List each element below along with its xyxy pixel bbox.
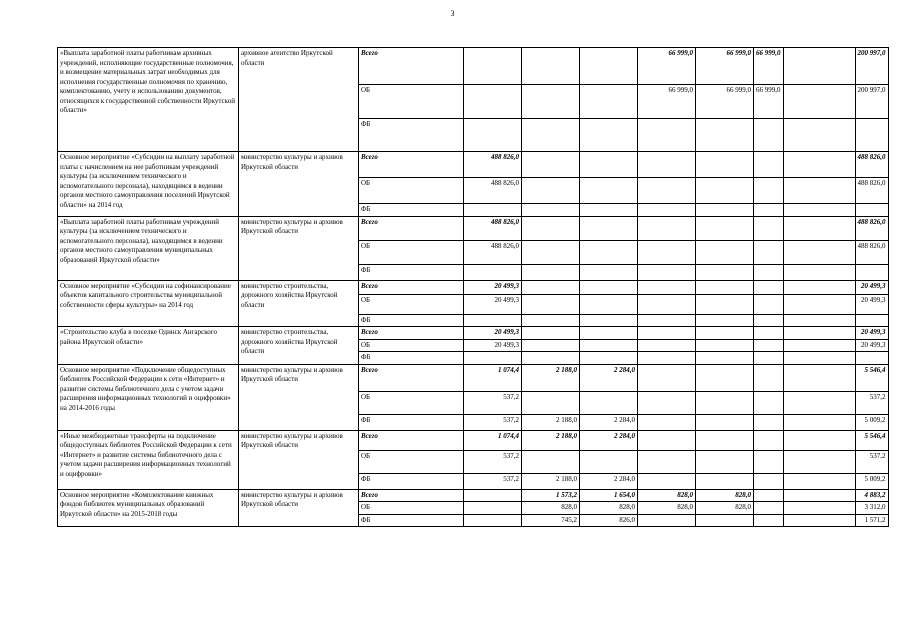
- amount-cell: [522, 280, 580, 294]
- executor-cell: министерство строительства, дорожного хозяйства Иркутской области: [239, 327, 359, 365]
- amount-cell: [580, 314, 638, 327]
- amount-cell: [696, 294, 754, 314]
- amount-cell: 745,2: [522, 514, 580, 527]
- amount-cell: [580, 280, 638, 294]
- amount-cell: [638, 352, 696, 365]
- table-row: [58, 280, 889, 294]
- amount-cell: [754, 430, 784, 450]
- amount-cell: [696, 240, 754, 264]
- amount-cell: [638, 514, 696, 527]
- amount-cell: [754, 240, 784, 264]
- spacer-cell: [783, 514, 855, 527]
- amount-cell: [696, 280, 754, 294]
- amount-cell: [696, 364, 754, 391]
- budget-source-label: Всего: [359, 489, 464, 502]
- amount-cell: [754, 264, 784, 280]
- amount-cell: [522, 339, 580, 352]
- spacer-cell: [783, 204, 855, 217]
- budget-source-label: ОБ: [359, 339, 464, 352]
- amount-cell: [638, 152, 696, 178]
- budget-source-label: ФБ: [359, 414, 464, 430]
- amount-cell: 66 999,0: [754, 48, 784, 85]
- budget-source-label: ОБ: [359, 391, 464, 414]
- amount-cell: 20 499,3: [464, 327, 522, 340]
- amount-cell: 537,2: [464, 414, 522, 430]
- executor-cell: министерство культуры и архивов Иркутской области: [239, 152, 359, 217]
- amount-cell: [580, 178, 638, 204]
- amount-cell: 66 999,0: [696, 85, 754, 119]
- amount-cell: [638, 216, 696, 240]
- amount-cell: [638, 240, 696, 264]
- amount-cell: 828,0: [522, 502, 580, 515]
- budget-source-label: Всего: [359, 364, 464, 391]
- amount-cell: 488 826,0: [464, 240, 522, 264]
- amount-cell: 828,0: [696, 502, 754, 515]
- budget-source-label: Всего: [359, 280, 464, 294]
- total-cell: 200 997,0: [855, 48, 888, 85]
- amount-cell: [464, 119, 522, 152]
- amount-cell: [580, 264, 638, 280]
- total-cell: 1 571,2: [855, 514, 888, 527]
- budget-source-label: ОБ: [359, 450, 464, 473]
- amount-cell: 488 826,0: [464, 216, 522, 240]
- amount-cell: [696, 473, 754, 489]
- total-cell: [855, 204, 888, 217]
- budget-source-label: Всего: [359, 327, 464, 340]
- table-row: [58, 430, 889, 450]
- spacer-cell: [783, 119, 855, 152]
- total-cell: 488 826,0: [855, 240, 888, 264]
- amount-cell: [522, 240, 580, 264]
- spacer-cell: [783, 294, 855, 314]
- total-cell: 20 499,3: [855, 339, 888, 352]
- amount-cell: [580, 294, 638, 314]
- activity-name: «Иные межбюджетные трансферты на подключение общедоступных библиотек Российской Федерации к сети «Интернет» и развитие системы библиотечного дела с учетом задачи расширения информационных технологий и оцифровки»: [58, 430, 239, 489]
- amount-cell: [754, 216, 784, 240]
- spacer-cell: [783, 240, 855, 264]
- amount-cell: [580, 450, 638, 473]
- amount-cell: [754, 489, 784, 502]
- amount-cell: [464, 489, 522, 502]
- total-cell: 4 883,2: [855, 489, 888, 502]
- amount-cell: [638, 327, 696, 340]
- total-cell: 537,2: [855, 391, 888, 414]
- amount-cell: [464, 514, 522, 527]
- amount-cell: 1 074,4: [464, 364, 522, 391]
- amount-cell: 537,2: [464, 473, 522, 489]
- table-row: [58, 327, 889, 340]
- spacer-cell: [783, 489, 855, 502]
- amount-cell: [464, 264, 522, 280]
- amount-cell: [638, 204, 696, 217]
- amount-cell: 20 499,3: [464, 339, 522, 352]
- amount-cell: 20 499,3: [464, 294, 522, 314]
- amount-cell: [522, 391, 580, 414]
- total-cell: 488 826,0: [855, 152, 888, 178]
- amount-cell: [754, 502, 784, 515]
- amount-cell: [580, 48, 638, 85]
- spacer-cell: [783, 327, 855, 340]
- executor-cell: министерство культуры и архивов Иркутской области: [239, 489, 359, 527]
- amount-cell: [754, 364, 784, 391]
- page-number: 3: [450, 9, 455, 18]
- amount-cell: [522, 450, 580, 473]
- amount-cell: [580, 391, 638, 414]
- amount-cell: [522, 204, 580, 217]
- amount-cell: [638, 264, 696, 280]
- amount-cell: [638, 391, 696, 414]
- activity-name: Основное мероприятие «Комплектование книжных фондов библиотек муниципальных образований Иркутской области» на 2015-2018 годы: [58, 489, 239, 527]
- amount-cell: 66 999,0: [638, 85, 696, 119]
- amount-cell: 828,0: [638, 489, 696, 502]
- amount-cell: [580, 240, 638, 264]
- amount-cell: [696, 352, 754, 365]
- amount-cell: 488 826,0: [464, 152, 522, 178]
- amount-cell: [696, 414, 754, 430]
- spacer-cell: [783, 450, 855, 473]
- amount-cell: 1 573,2: [522, 489, 580, 502]
- amount-cell: 826,0: [580, 514, 638, 527]
- budget-source-label: ФБ: [359, 473, 464, 489]
- executor-cell: министерство строительства, дорожного хозяйства Иркутской области: [239, 280, 359, 327]
- amount-cell: 2 188,0: [522, 430, 580, 450]
- amount-cell: [696, 119, 754, 152]
- amount-cell: [696, 450, 754, 473]
- amount-cell: [638, 450, 696, 473]
- total-cell: 5 009,2: [855, 414, 888, 430]
- amount-cell: [580, 119, 638, 152]
- budget-source-label: ФБ: [359, 204, 464, 217]
- table-row: [58, 364, 889, 391]
- spacer-cell: [783, 48, 855, 85]
- budget-source-label: ФБ: [359, 314, 464, 327]
- amount-cell: [754, 152, 784, 178]
- amount-cell: [754, 119, 784, 152]
- budget-source-label: Всего: [359, 152, 464, 178]
- amount-cell: [754, 414, 784, 430]
- amount-cell: [696, 216, 754, 240]
- amount-cell: [580, 204, 638, 217]
- total-cell: [855, 352, 888, 365]
- amount-cell: [580, 352, 638, 365]
- amount-cell: [754, 352, 784, 365]
- activity-name: «Выплата заработной платы работникам учреждений культуры (за исключением технического и вспомогательного персонала), находящимся в ведении органов местного самоуправления муниципальных образований Иркутской области»: [58, 216, 239, 280]
- amount-cell: [696, 339, 754, 352]
- budget-source-label: Всего: [359, 48, 464, 85]
- total-cell: [855, 264, 888, 280]
- amount-cell: [638, 178, 696, 204]
- budget-source-label: ФБ: [359, 514, 464, 527]
- amount-cell: [522, 85, 580, 119]
- amount-cell: [580, 85, 638, 119]
- amount-cell: [522, 264, 580, 280]
- executor-cell: министерство культуры и архивов Иркутской области: [239, 364, 359, 430]
- amount-cell: 488 826,0: [464, 178, 522, 204]
- table-row: [58, 489, 889, 502]
- total-cell: 3 312,0: [855, 502, 888, 515]
- spacer-cell: [783, 280, 855, 294]
- amount-cell: [696, 430, 754, 450]
- amount-cell: [580, 327, 638, 340]
- amount-cell: 2 284,0: [580, 473, 638, 489]
- budget-source-label: ФБ: [359, 119, 464, 152]
- amount-cell: [638, 119, 696, 152]
- spacer-cell: [783, 216, 855, 240]
- amount-cell: [754, 473, 784, 489]
- amount-cell: [638, 339, 696, 352]
- budget-source-label: ОБ: [359, 240, 464, 264]
- spacer-cell: [783, 473, 855, 489]
- amount-cell: [696, 178, 754, 204]
- activity-name: «Выплата заработной платы работникам архивных учреждений, исполняющие государственные полномочия, и возмещение материальных затрат необходимых для исполнения государственные полномочия по хранению, комплектованию, учету и использованию документов, относящихся к государственной собственности Иркутской области»: [58, 48, 239, 152]
- executor-cell: министерство культуры и архивов Иркутской области: [239, 216, 359, 280]
- amount-cell: 828,0: [696, 489, 754, 502]
- spacer-cell: [783, 502, 855, 515]
- amount-cell: [696, 204, 754, 217]
- amount-cell: [580, 216, 638, 240]
- budget-source-label: ФБ: [359, 352, 464, 365]
- total-cell: [855, 314, 888, 327]
- total-cell: 200 997,0: [855, 85, 888, 119]
- activity-name: Основное мероприятие «Подключение общедоступных библиотек Российской Федерации к сети «Интернет» и развитие системы библиотечного дела с учетом задачи расширения информационных технологий и оцифровки» на 2014-2016 годы: [58, 364, 239, 430]
- amount-cell: [522, 48, 580, 85]
- amount-cell: [696, 327, 754, 340]
- amount-cell: [522, 327, 580, 340]
- amount-cell: [522, 119, 580, 152]
- budget-source-label: Всего: [359, 430, 464, 450]
- amount-cell: 66 999,0: [754, 85, 784, 119]
- amount-cell: [464, 502, 522, 515]
- amount-cell: [754, 204, 784, 217]
- amount-cell: [522, 152, 580, 178]
- total-cell: 20 499,3: [855, 280, 888, 294]
- table-row: [58, 216, 889, 240]
- amount-cell: 2 188,0: [522, 414, 580, 430]
- total-cell: [855, 119, 888, 152]
- amount-cell: 66 999,0: [696, 48, 754, 85]
- amount-cell: 2 284,0: [580, 430, 638, 450]
- activity-name: Основное мероприятие «Субсидии на выплату заработной платы с начислением на нее работникам учреждений культуры (за исключением технического и вспомогательного персонала), находящимся в ведении органов местного самоуправления поселений Иркутской области» на 2014 год: [58, 152, 239, 217]
- amount-cell: [754, 280, 784, 294]
- total-cell: 5 546,4: [855, 430, 888, 450]
- amount-cell: 1 654,0: [580, 489, 638, 502]
- amount-cell: [638, 280, 696, 294]
- amount-cell: 2 284,0: [580, 364, 638, 391]
- total-cell: 488 826,0: [855, 178, 888, 204]
- budget-table: [57, 47, 889, 527]
- amount-cell: [638, 294, 696, 314]
- spacer-cell: [783, 85, 855, 119]
- spacer-cell: [783, 391, 855, 414]
- amount-cell: [696, 264, 754, 280]
- total-cell: 20 499,3: [855, 294, 888, 314]
- total-cell: 5 009,2: [855, 473, 888, 489]
- amount-cell: 2 188,0: [522, 473, 580, 489]
- spacer-cell: [783, 152, 855, 178]
- amount-cell: [522, 216, 580, 240]
- amount-cell: [696, 152, 754, 178]
- budget-source-label: ОБ: [359, 294, 464, 314]
- budget-source-label: Всего: [359, 216, 464, 240]
- amount-cell: 2 188,0: [522, 364, 580, 391]
- amount-cell: [696, 314, 754, 327]
- spacer-cell: [783, 414, 855, 430]
- amount-cell: [638, 314, 696, 327]
- amount-cell: [754, 339, 784, 352]
- budget-source-label: ОБ: [359, 502, 464, 515]
- table-row: [58, 152, 889, 178]
- amount-cell: [638, 364, 696, 391]
- budget-source-label: ОБ: [359, 178, 464, 204]
- amount-cell: 537,2: [464, 391, 522, 414]
- amount-cell: 828,0: [580, 502, 638, 515]
- amount-cell: [754, 178, 784, 204]
- amount-cell: 828,0: [638, 502, 696, 515]
- activity-name: Основное мероприятие «Субсидии на софинансирование объектов капитального строительства муниципальной собственности сферы культуры» на 2014 год: [58, 280, 239, 327]
- budget-source-label: ОБ: [359, 85, 464, 119]
- executor-cell: архивное агентство Иркутской области: [239, 48, 359, 152]
- amount-cell: [754, 294, 784, 314]
- amount-cell: [464, 314, 522, 327]
- amount-cell: [754, 327, 784, 340]
- amount-cell: [464, 352, 522, 365]
- amount-cell: [638, 430, 696, 450]
- table-row: [58, 48, 889, 85]
- amount-cell: [696, 391, 754, 414]
- spacer-cell: [783, 264, 855, 280]
- amount-cell: [638, 414, 696, 430]
- amount-cell: [754, 514, 784, 527]
- amount-cell: 537,2: [464, 450, 522, 473]
- total-cell: 537,2: [855, 450, 888, 473]
- amount-cell: [522, 294, 580, 314]
- amount-cell: [522, 178, 580, 204]
- amount-cell: [522, 352, 580, 365]
- total-cell: 488 826,0: [855, 216, 888, 240]
- spacer-cell: [783, 364, 855, 391]
- budget-source-label: ФБ: [359, 264, 464, 280]
- activity-name: «Строительство клуба в поселке Одинск Ангарского района Иркутской области»: [58, 327, 239, 365]
- amount-cell: 2 284,0: [580, 414, 638, 430]
- amount-cell: [580, 339, 638, 352]
- total-cell: 20 499,3: [855, 327, 888, 340]
- amount-cell: [580, 152, 638, 178]
- amount-cell: [754, 314, 784, 327]
- amount-cell: [754, 391, 784, 414]
- amount-cell: [522, 314, 580, 327]
- amount-cell: [464, 204, 522, 217]
- spacer-cell: [783, 352, 855, 365]
- spacer-cell: [783, 430, 855, 450]
- spacer-cell: [783, 339, 855, 352]
- executor-cell: министерство культуры и архивов Иркутской области: [239, 430, 359, 489]
- amount-cell: 20 499,3: [464, 280, 522, 294]
- amount-cell: [754, 450, 784, 473]
- amount-cell: 1 074,4: [464, 430, 522, 450]
- amount-cell: [464, 85, 522, 119]
- amount-cell: [464, 48, 522, 85]
- spacer-cell: [783, 178, 855, 204]
- total-cell: 5 546,4: [855, 364, 888, 391]
- amount-cell: [696, 514, 754, 527]
- amount-cell: [638, 473, 696, 489]
- amount-cell: 66 999,0: [638, 48, 696, 85]
- spacer-cell: [783, 314, 855, 327]
